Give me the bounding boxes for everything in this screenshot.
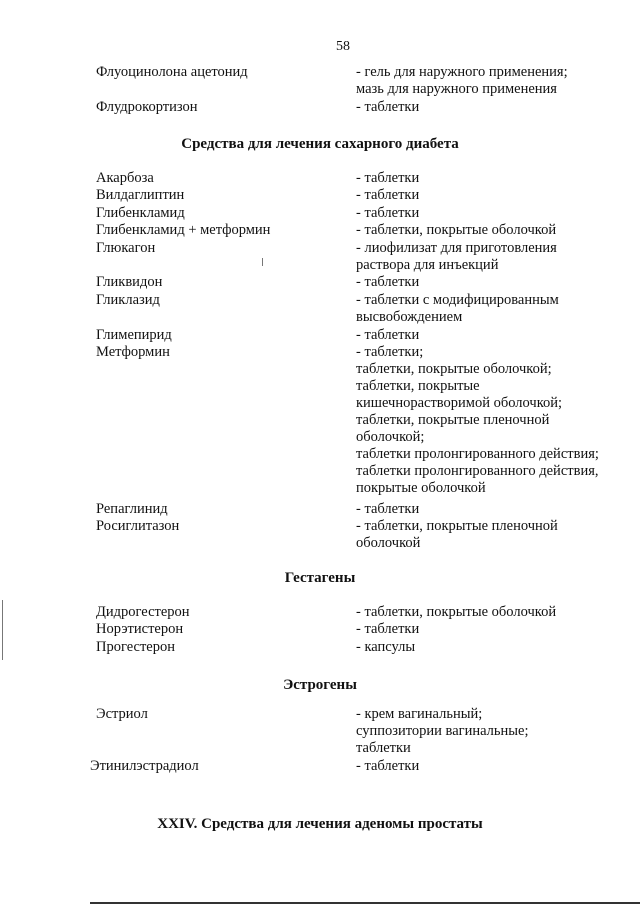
drug-name: Флуоцинолона ацетонид [96,64,248,80]
dosage-forms [356,170,626,187]
dosage-form-line: - таблетки [356,170,420,186]
dosage-forms [356,292,626,326]
dosage-forms [356,327,626,344]
drug-name: Гликвидон [96,274,163,291]
dosage-form-line: - таблетки с модифицированным [356,291,559,308]
dosage-forms [356,758,626,775]
dosage-form-line: - таблетки, покрытые оболочкой [356,222,557,239]
dosage-form-line: - таблетки [356,204,420,221]
drug-name: Эстриол [96,706,148,722]
dosage-form-line: - таблетки [356,98,420,115]
dosage-form-line: - таблетки [356,621,420,638]
dosage-forms [356,621,626,638]
page-number: 58 [336,39,350,54]
scan-artifact-left [2,600,3,660]
scan-bottom-edge [90,902,640,904]
drug-name: Прогестерон [96,638,175,655]
dosage-form-line: таблетки [356,740,411,756]
dosage-forms [356,240,626,274]
dosage-form-line: - таблетки; [356,344,424,360]
drug-name: Глимепирид [96,326,172,343]
dosage-form-line: раствора для инъекций [356,256,499,273]
dosage-form-line: суппозитории вагинальные; [356,723,529,739]
section-heading: Эстрогены [283,677,357,693]
dosage-forms [356,344,626,497]
dosage-form-line: - таблетки [356,326,420,343]
dosage-forms [356,187,626,204]
drug-name: Глибенкламид [96,204,185,221]
dosage-form-line: - таблетки [356,187,420,204]
dosage-forms [356,518,626,552]
drug-name: Этинилэстрадиол [90,758,199,775]
dosage-form-line: - лиофилизат для приготовления [356,239,557,256]
drug-name: Норэтистерон [96,621,184,638]
dosage-forms [356,99,626,116]
dosage-form-line: таблетки, покрытые [356,378,480,394]
dosage-forms [356,706,626,757]
dosage-forms [356,222,626,239]
drug-name: Росиглитазон [96,518,180,534]
dosage-form-line: - таблетки [356,500,420,517]
section-heading: Средства для лечения сахарного диабета [181,136,459,152]
dosage-form-line: - гель для наружного применения; [356,64,568,80]
drug-name: Метформин [96,344,170,360]
dosage-form-line: покрытые оболочкой [356,480,486,496]
dosage-form-line: высвобождением [356,308,463,325]
dosage-form-line: - крем вагинальный; [356,706,483,722]
dosage-form-line: оболочкой [356,535,421,551]
dosage-form-line: таблетки, покрытые пленочной [356,412,550,428]
section-heading: Гестагены [284,570,356,586]
dosage-forms [356,604,626,621]
dosage-form-line: - капсулы [356,638,416,655]
dosage-form-line: - таблетки [356,758,420,775]
dosage-forms [356,639,626,656]
dosage-form-line: кишечнорастворимой оболочкой; [356,395,563,411]
dosage-forms [356,205,626,222]
section-heading: XXIV. Средства для лечения аденомы простаты [157,816,483,832]
dosage-form-line: таблетки, покрытые оболочкой; [356,361,552,377]
drug-name: Акарбоза [96,170,154,186]
dosage-forms [356,501,626,518]
dosage-forms [356,274,626,291]
drug-name: Дидрогестерон [96,604,190,620]
dosage-form-line: оболочкой; [356,429,425,445]
drug-name: Глюкагон [96,239,156,256]
dosage-form-line: - таблетки, покрытые пленочной [356,518,558,534]
dosage-form-line: - таблетки [356,274,420,291]
scan-artifact-mid [262,258,263,266]
dosage-form-line: таблетки пролонгированного действия, [356,463,599,479]
drug-name: Гликлазид [96,291,160,308]
dosage-form-line: мазь для наружного применения [356,81,557,97]
drug-name: Флудрокортизон [96,98,198,115]
drug-name: Глибенкламид + метформин [96,222,271,239]
drug-name: Репаглинид [96,500,168,517]
drug-name: Вилдаглиптин [96,187,185,204]
dosage-form-line: таблетки пролонгированного действия; [356,446,599,462]
dosage-form-line: - таблетки, покрытые оболочкой [356,604,557,620]
dosage-forms [356,64,626,98]
